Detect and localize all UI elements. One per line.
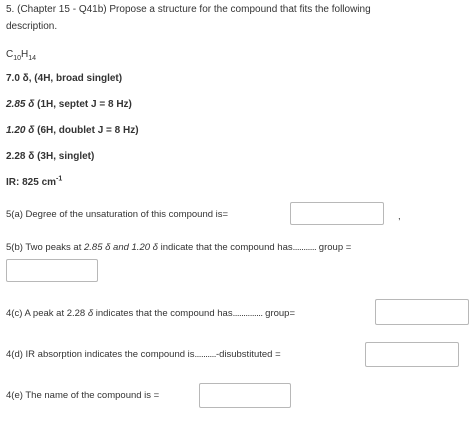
part-b-middle: indicate that the compound has xyxy=(157,242,293,253)
nmr-description: (1H, septet J = 8 Hz) xyxy=(34,99,132,110)
part-a-prompt: 5(a) Degree of the unsaturation of this compound is= xyxy=(6,209,229,220)
part-d-answer-input[interactable] xyxy=(365,342,459,367)
formula-c-subscript: 10 xyxy=(13,55,22,62)
part-c-prompt xyxy=(6,307,295,321)
ir-superscript: -1 xyxy=(56,175,63,183)
nmr-line-3 xyxy=(6,124,139,138)
nmr-shift: 1.20 δ xyxy=(6,125,35,136)
part-c-italic: δ xyxy=(87,308,94,319)
part-e-prompt: 4(e) The name of the compound is = xyxy=(6,390,160,401)
nmr-shift: 7.0 δ, xyxy=(6,73,32,84)
molecular-formula xyxy=(6,48,36,62)
ir-label: IR: 825 cm xyxy=(6,177,57,188)
part-b-dots: ........... xyxy=(292,242,317,253)
part-b-prefix: 5(b) Two peaks at xyxy=(6,242,84,253)
part-d-prompt xyxy=(6,348,281,362)
nmr-description: (6H, doublet J = 8 Hz) xyxy=(34,125,139,136)
part-a-suffix: , xyxy=(398,211,401,222)
part-b-prompt xyxy=(6,241,351,255)
formula-h: H xyxy=(21,49,29,60)
formula-h-subscript: 14 xyxy=(28,55,37,62)
part-c-suffix: group= xyxy=(262,308,296,319)
part-b-answer-input[interactable] xyxy=(6,259,98,282)
part-c-answer-input[interactable] xyxy=(375,299,469,325)
nmr-shift: 2.85 δ xyxy=(6,99,35,110)
part-b-italic: 2.85 δ and 1.20 δ xyxy=(83,242,158,253)
part-a-answer-input[interactable] xyxy=(290,202,384,225)
nmr-shift: 2.28 δ xyxy=(6,151,35,162)
nmr-line-1 xyxy=(6,72,122,86)
part-d-dots: .......... xyxy=(194,349,216,360)
nmr-line-2 xyxy=(6,98,132,112)
ir-line xyxy=(6,176,62,190)
formula-c: C xyxy=(6,49,14,60)
question-title-line2: description. xyxy=(6,21,58,32)
nmr-description: (4H, broad singlet) xyxy=(31,73,123,84)
nmr-line-4 xyxy=(6,150,94,164)
part-e-answer-input[interactable] xyxy=(199,383,291,408)
question-title-line1: 5. (Chapter 15 - Q41b) Propose a structure for the compound that fits the following xyxy=(6,4,371,15)
part-c-prefix: 4(c) A peak at 2.28 xyxy=(6,308,88,319)
nmr-description: (3H, singlet) xyxy=(34,151,95,162)
part-c-dots: .............. xyxy=(232,308,263,319)
part-d-suffix: -disubstituted = xyxy=(215,349,281,360)
part-b-suffix: group = xyxy=(316,242,352,253)
part-c-middle: indicates that the compound has xyxy=(93,308,233,319)
part-d-prefix: 4(d) IR absorption indicates the compound is xyxy=(6,349,195,360)
